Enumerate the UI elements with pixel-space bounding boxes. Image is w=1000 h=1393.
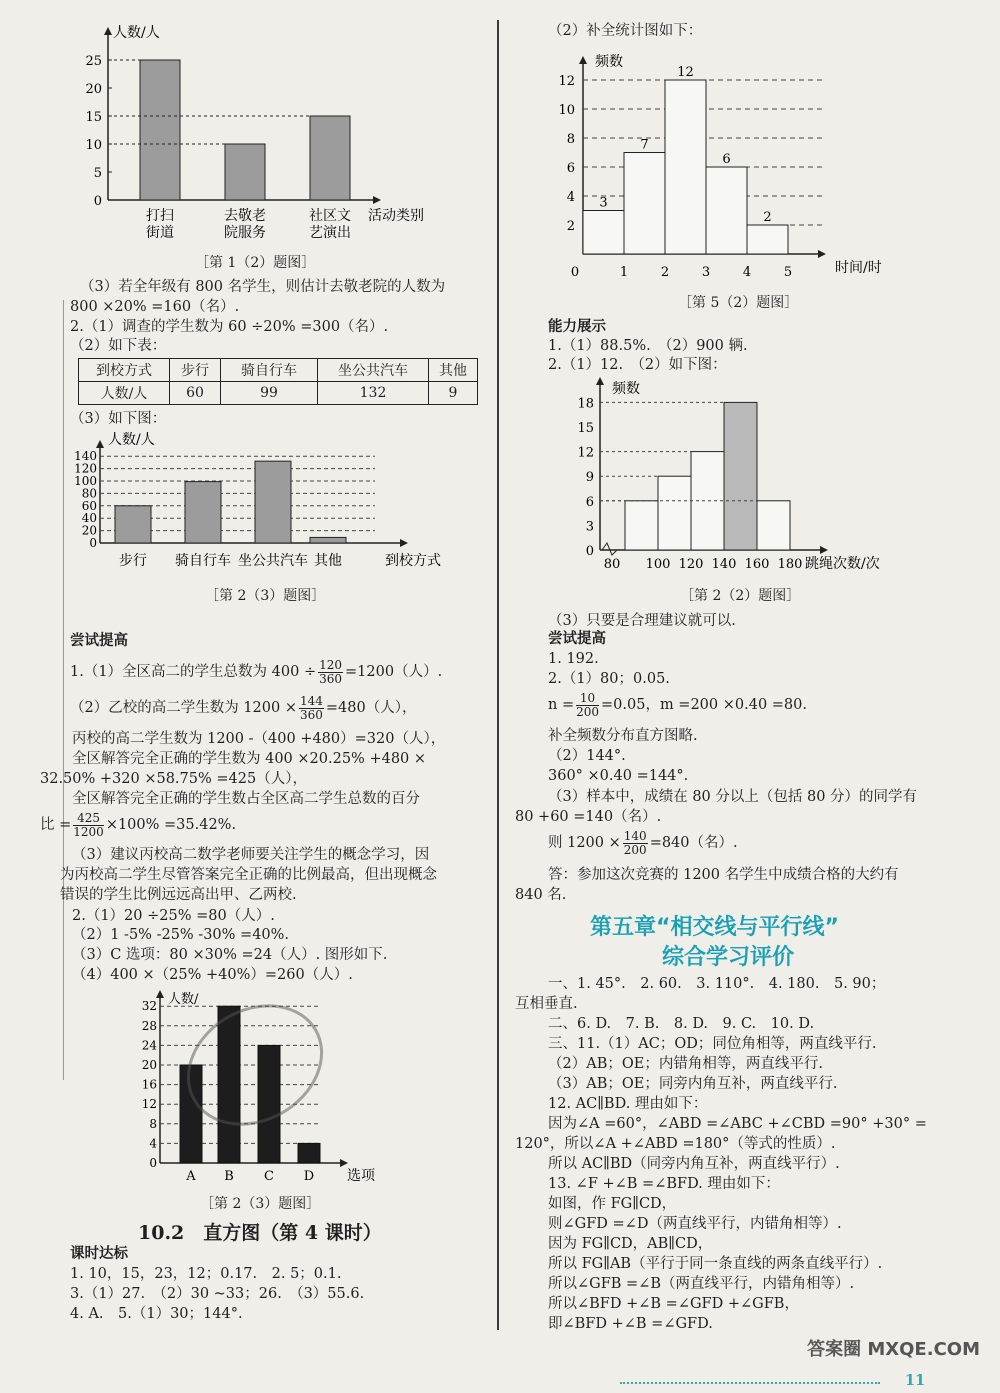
q2c: （3）C 选项：80 ×30% =24（人）. 图形如下. — [72, 947, 388, 963]
s9: 120°，所以∠A +∠ABD =180°（等式的性质）. — [515, 1136, 836, 1152]
r14: 840 名. — [515, 887, 567, 903]
chapter-title-1: 第五章“相交线与平行线” — [590, 915, 839, 940]
y-tick-label: 12 — [141, 1097, 157, 1112]
s4: 三、11.（1）AC；OD；同位角相等，两直线平行. — [548, 1036, 877, 1052]
watermark: 答案圈 MXQE.COM — [807, 1339, 980, 1360]
bar — [757, 501, 790, 550]
x-cat-label: 其他 — [314, 553, 342, 569]
y-tick-label: 6 — [585, 494, 594, 510]
r6 — [548, 690, 807, 720]
x-tick-label: 140 — [711, 557, 737, 572]
y-tick-label: 6 — [566, 161, 575, 176]
q1b-end: =480（人）， — [325, 700, 417, 716]
y-arrow — [104, 27, 112, 35]
y-tick-label: 15 — [85, 110, 102, 125]
td-4: 9 — [429, 382, 478, 405]
q1j: 错误的学生比例远远高出甲、乙两校. — [60, 887, 297, 903]
x-tick-label: 4 — [742, 265, 752, 280]
x-cat-label: 街道 — [146, 225, 174, 241]
y-tick-label: 0 — [149, 1156, 157, 1170]
q2a: 2.（1）20 ÷25% =80（人）. — [72, 908, 275, 924]
y-tick-label: 0 — [93, 194, 102, 209]
y-tick-label: 80 — [81, 486, 97, 501]
bar — [724, 402, 757, 550]
y-tick-label: 120 — [74, 461, 97, 476]
x-tick-label: 2 — [660, 265, 670, 280]
bar — [115, 506, 151, 543]
p2: 800 ×20% =160（名）. — [70, 299, 240, 315]
section-try-2: 尝试提高 — [548, 631, 606, 647]
th-3: 坐公共汽车 — [318, 359, 429, 382]
r12 — [548, 828, 738, 858]
r6-end: =0.05，m =200 ×0.40 =80. — [601, 697, 807, 713]
p1: （3）若全年级有 800 名学生，则估计去敬老院的人数为 — [80, 279, 446, 295]
y-tick-label: 0 — [585, 544, 594, 559]
r12-end: =840（名）. — [649, 835, 738, 851]
p5: （3）如下图： — [70, 411, 167, 427]
s18: 即∠BFD +∠B =∠GFD. — [548, 1316, 713, 1332]
section-try-1: 尝试提高 — [70, 633, 128, 649]
section-ability: 能力展示 — [548, 319, 606, 335]
x-axis-label: 跳绳次数/次 — [805, 556, 880, 572]
x-cat-label: 院服务 — [224, 225, 266, 241]
y-arrow — [596, 377, 604, 385]
y-tick-label: 20 — [141, 1058, 157, 1072]
x-axis-label: 选项 — [347, 1168, 375, 1184]
s11: 13. ∠F +∠B =∠BFD. 理由如下： — [548, 1176, 780, 1192]
chapter-title-2: 综合学习评价 — [662, 945, 795, 970]
column-divider — [497, 20, 499, 1330]
x-cat-label: 骑自行车 — [175, 553, 231, 569]
x-tick-label: 160 — [744, 557, 770, 572]
th-4: 其他 — [429, 359, 478, 382]
bar — [706, 167, 747, 254]
frac-4-num: 10 — [576, 692, 599, 706]
y-tick-label: 8 — [566, 132, 575, 147]
chart-4 — [545, 44, 915, 284]
frac-1-den: 360 — [319, 671, 343, 686]
q1g-end: ×100% =35.42%. — [105, 817, 237, 833]
y-tick-label: 3 — [585, 519, 594, 535]
s8: 因为∠A =60°，∠ABD =∠ABC +∠CBD =90° +30° = — [548, 1116, 927, 1132]
frac-1-num: 120 — [319, 657, 343, 672]
chart-5-caption: ［第 2（2）题图］ — [680, 588, 801, 604]
y-tick-label: 10 — [558, 103, 575, 118]
q1h: （3）建议丙校高二数学老师要关注学生的概念学习，因 — [72, 847, 430, 863]
bar-label: 3 — [599, 195, 608, 211]
bar — [218, 1006, 240, 1163]
y-tick-label: 12 — [577, 445, 594, 461]
bar — [625, 501, 658, 550]
axis-break — [602, 543, 617, 555]
frac-4-den: 200 — [576, 704, 600, 719]
y-tick-label: 2 — [566, 219, 575, 234]
y-tick-label: 5 — [93, 166, 102, 181]
x-cat-label: A — [186, 1169, 196, 1184]
bar — [624, 153, 665, 255]
q2d: （4）400 ×（25% +40%）=260（人）. — [72, 967, 353, 983]
x-tick-label: 3 — [701, 265, 711, 280]
frac-5-den: 200 — [623, 842, 647, 857]
frac-3-den: 1200 — [73, 824, 104, 839]
th-2: 骑自行车 — [221, 359, 318, 382]
frac-4 — [576, 692, 599, 719]
x-tick-label: 0 — [570, 265, 580, 280]
frac-3-num: 425 — [73, 812, 104, 826]
s7: 12. AC∥BD. 理由如下： — [548, 1096, 708, 1112]
bar — [691, 452, 724, 550]
bar-label: 6 — [722, 152, 731, 167]
d3: 4. A. 5.（1）30；144°. — [70, 1306, 243, 1322]
y-tick-label: 0 — [89, 536, 97, 550]
th-1: 步行 — [170, 359, 221, 382]
y-tick-label: 40 — [81, 511, 97, 526]
y-tick-label: 100 — [74, 474, 97, 488]
s5: （2）AB；OE；内错角相等，两直线平行. — [548, 1056, 823, 1072]
bar — [185, 482, 221, 543]
y-arrow — [579, 56, 587, 64]
y-axis-label: 人数/人 — [113, 25, 160, 41]
q1a-text: 1.（1）全区高二的学生总数为 400 ÷ — [70, 664, 317, 680]
x-cat-label: B — [224, 1169, 234, 1184]
s15: 所以 FG∥AB（平行于同一条直线的两条直线平行）. — [548, 1256, 883, 1272]
footer-dots — [620, 1382, 880, 1384]
td-3: 132 — [318, 382, 429, 405]
x-cat-label: D — [303, 1169, 315, 1184]
td-0: 人数/人 — [79, 382, 170, 405]
x-axis-label: 到校方式 — [385, 553, 441, 569]
r7: 补全频数分布直方图略. — [548, 728, 698, 744]
s1: 一、1. 45°. 2. 60. 3. 110°. 4. 180. 5. 90； — [548, 976, 886, 992]
page-number: 11 — [905, 1372, 926, 1389]
r2: 2.（1）12. （2）如下图： — [548, 357, 727, 373]
x-tick-label: 120 — [678, 557, 704, 572]
bar — [298, 1143, 320, 1163]
s16: 所以∠GFB =∠B（两直线平行，内错角相等）. — [548, 1276, 855, 1292]
p3: 2.（1）调查的学生数为 60 ÷20% =300（名）. — [70, 319, 389, 335]
q1g-text: 比 = — [40, 817, 72, 833]
y-tick-label: 20 — [81, 523, 97, 538]
y-axis-label: 人数/ — [168, 992, 199, 1007]
x-cat-label: 去敬老 — [224, 208, 266, 224]
y-tick-label: 60 — [81, 498, 97, 513]
x-arrow — [818, 250, 826, 258]
q1e: 32.50% +320 ×58.75% =425（人）， — [40, 771, 307, 787]
bar — [255, 461, 291, 543]
x-tick-label: 100 — [645, 557, 671, 572]
s2: 互相垂直. — [515, 996, 578, 1012]
s17: 所以∠BFD +∠B =∠GFD +∠GFB， — [548, 1296, 799, 1312]
bar — [140, 60, 180, 200]
r12-text: 则 1200 × — [548, 835, 621, 851]
bar — [310, 116, 350, 200]
frac-3 — [73, 812, 104, 839]
r13: 答：参加这次竞赛的 1200 名学生中成绩合格的大约有 — [548, 867, 899, 883]
chart-2-caption: ［第 2（3）题图］ — [205, 588, 326, 604]
x-cat-label: 社区文 — [309, 208, 351, 224]
p4: （2）如下表： — [70, 338, 167, 354]
x-cat-label: 打扫 — [146, 208, 174, 224]
section-title: 10.2 直方图（第 4 课时） — [138, 1222, 382, 1244]
x-axis-label: 时间/时 — [835, 260, 882, 276]
y-tick-label: 9 — [585, 470, 594, 486]
y-axis-label: 频数 — [612, 381, 640, 397]
x-tick-label: 5 — [783, 265, 793, 280]
q1a-end: =1200（人）. — [345, 664, 443, 680]
x-arrow — [400, 539, 408, 547]
chart-1 — [80, 15, 460, 245]
s6: （3）AB；OE；同旁内角互补，两直线平行. — [548, 1076, 838, 1092]
x-arrow — [820, 546, 828, 554]
margin-line — [63, 300, 64, 1080]
bar — [747, 225, 788, 254]
s13: 则∠GFD =∠D（两直线平行，内错角相等）. — [548, 1216, 842, 1232]
q1c: 丙校的高二学生数为 1200 -（400 +480）=320（人）， — [72, 731, 446, 747]
r1: 1.（1）88.5%. （2）900 辆. — [548, 338, 748, 354]
frac-2-den: 360 — [300, 707, 323, 722]
q1g — [40, 810, 236, 840]
r11: 80 +60 =140（名）. — [515, 809, 662, 825]
bar — [180, 1065, 202, 1163]
y-tick-label: 4 — [566, 190, 575, 205]
r10: （3）样本中，成绩在 80 分以上（包括 80 分）的同学有 — [548, 789, 918, 805]
s14: 因为 FG∥CD，AB∥CD， — [548, 1236, 713, 1252]
bar — [583, 211, 624, 255]
x-tick-label: 180 — [777, 557, 803, 572]
chart-3 — [125, 985, 405, 1190]
transport-table — [78, 358, 478, 405]
r0: （2）补全统计图如下： — [548, 23, 703, 39]
chart-3-caption: ［第 2（3）题图］ — [200, 1196, 321, 1212]
bar — [665, 80, 706, 254]
r4: 1. 192. — [548, 651, 599, 667]
chart-5 — [560, 375, 910, 580]
q1d: 全区解答完全正确的学生数为 400 ×20.25% +480 × — [72, 751, 427, 767]
q2b: （2）1 -5% -25% -30% =40%. — [72, 927, 290, 943]
th-0: 到校方式 — [79, 359, 170, 382]
x-cat-label: 坐公共汽车 — [238, 553, 308, 569]
q1a — [70, 657, 442, 687]
y-tick-label: 18 — [577, 396, 594, 412]
q1i: 为丙校高二学生尽管答案完全正确的比例最高，但出现概念 — [60, 867, 437, 883]
bar-label: 12 — [677, 65, 694, 80]
bar-label: 2 — [763, 210, 772, 225]
x-cat-label: 艺演出 — [309, 225, 351, 241]
x-arrow — [373, 196, 381, 204]
y-tick-label: 16 — [141, 1077, 157, 1092]
y-tick-label: 24 — [141, 1038, 157, 1053]
d1: 1. 10，15，23，12；0.17. 2. 5；0.1. — [70, 1266, 342, 1282]
bar — [310, 537, 346, 543]
y-tick-label: 25 — [85, 54, 102, 69]
d2: 3.（1）27. （2）30 ~33；26. （3）55.6. — [70, 1286, 365, 1302]
y-axis-label: 频数 — [595, 54, 623, 70]
frac-5-num: 140 — [623, 828, 647, 843]
r6-text: n = — [548, 697, 575, 713]
bar — [258, 1045, 280, 1163]
bar — [225, 144, 265, 200]
frac-2 — [299, 695, 324, 722]
r8: （2）144°. — [548, 748, 626, 764]
r3: （3）只要是合理建议就可以. — [548, 613, 736, 629]
y-axis-label: 人数/人 — [108, 432, 155, 448]
y-tick-label: 20 — [85, 82, 102, 97]
x-cat-label: 步行 — [119, 553, 147, 569]
x-arrow — [340, 1159, 348, 1167]
r5: 2.（1）80；0.05. — [548, 671, 670, 687]
chart-4-caption: ［第 5（2）题图］ — [678, 295, 799, 311]
y-tick-label: 28 — [141, 1018, 157, 1033]
y-arrow — [96, 440, 104, 448]
x-tick-label: 1 — [619, 265, 629, 280]
chart-1-caption: ［第 1（2）题图］ — [195, 255, 316, 271]
y-tick-label: 4 — [149, 1136, 157, 1151]
s10: 所以 AC∥BD（同旁内角互补，两直线平行）. — [548, 1156, 840, 1172]
x-cat-label: C — [264, 1169, 274, 1184]
s3: 二、6. D. 7. B. 8. D. 9. C. 10. D. — [548, 1016, 815, 1032]
x-axis-label: 活动类别 — [368, 208, 424, 224]
x-tick-label: 80 — [603, 557, 621, 572]
y-tick-label: 8 — [149, 1116, 157, 1131]
frac-2-num: 144 — [300, 693, 323, 708]
q1f: 全区解答完全正确的学生数占全区高二学生总数的百分 — [72, 791, 420, 807]
section-daily: 课时达标 — [70, 1246, 128, 1262]
td-1: 60 — [170, 382, 221, 405]
q1b — [70, 693, 416, 723]
chart-2 — [65, 428, 465, 578]
y-tick-label: 15 — [577, 421, 594, 436]
y-tick-label: 140 — [74, 449, 97, 464]
q1b-text: （2）乙校的高二学生数为 1200 × — [70, 700, 297, 716]
s12: 如图，作 FG∥CD， — [548, 1196, 677, 1212]
y-arrow — [156, 990, 164, 998]
frac-5 — [623, 830, 648, 857]
bar — [658, 476, 691, 550]
y-tick-label: 12 — [558, 74, 575, 89]
y-tick-label: 10 — [85, 138, 102, 153]
r9: 360° ×0.40 =144°. — [548, 768, 689, 784]
bar-label: 7 — [640, 137, 649, 153]
frac-1 — [318, 659, 343, 686]
y-tick-label: 32 — [141, 999, 157, 1014]
td-2: 99 — [221, 382, 318, 405]
